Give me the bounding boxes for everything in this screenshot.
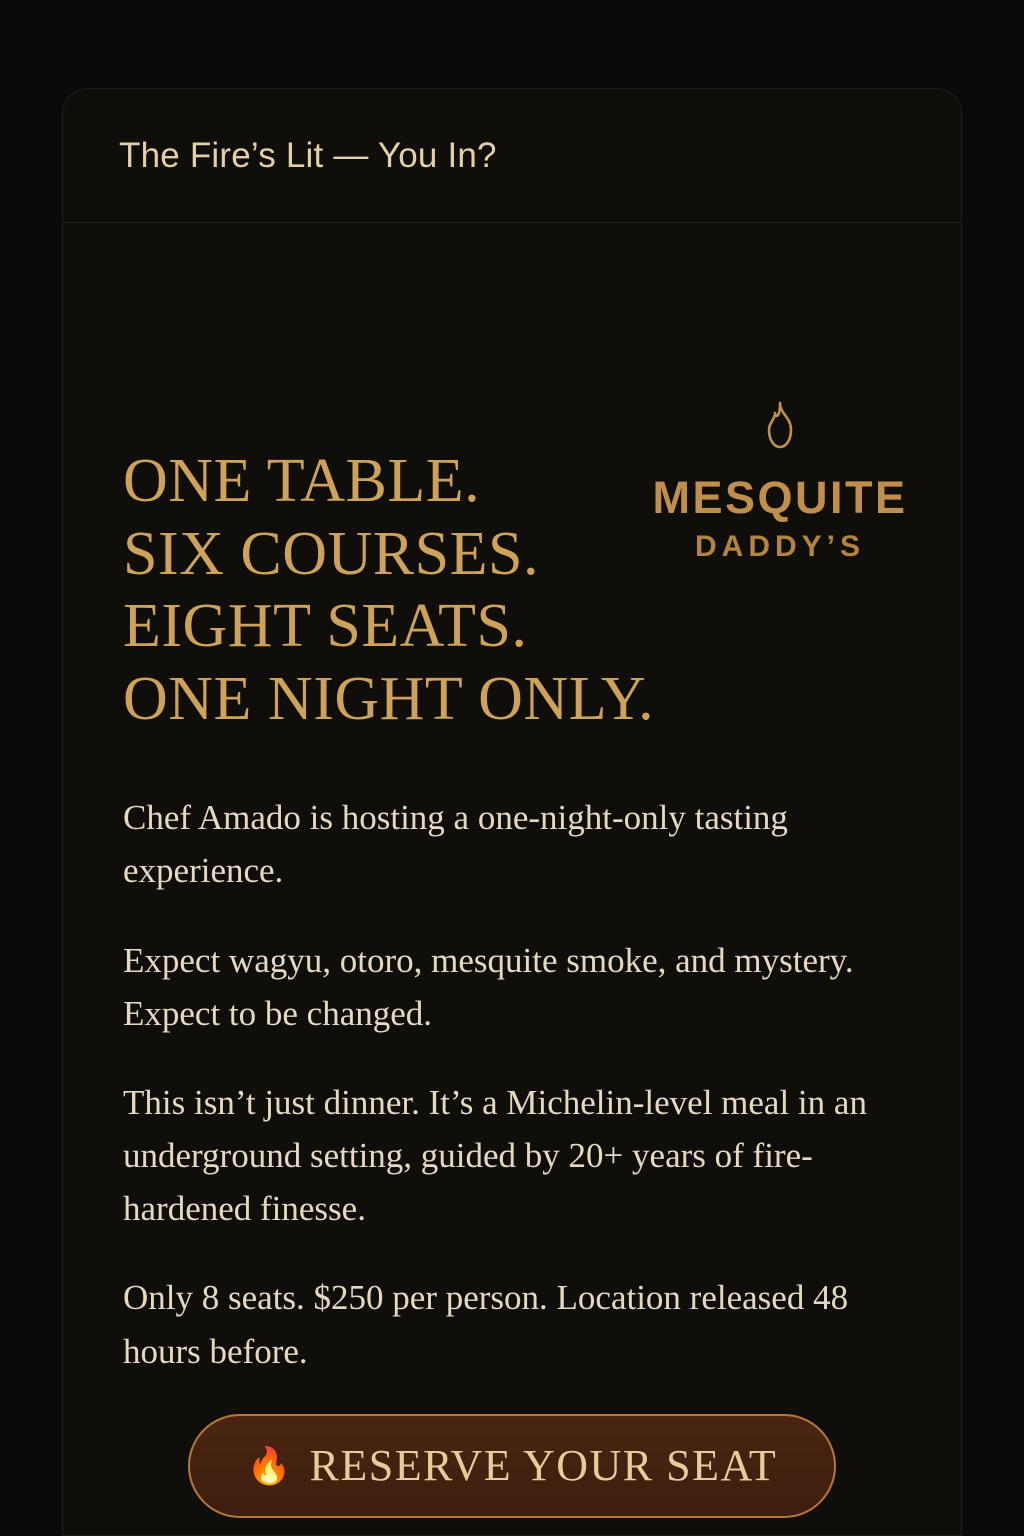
headline-line-4: ONE NIGHT ONLY. — [123, 664, 655, 733]
body-paragraph-2: Expect wagyu, otoro, mesquite smoke, and mystery. Expect to be changed. — [123, 940, 854, 1033]
brand-name: MESQUITE — [652, 472, 908, 523]
body-paragraph-3: This isn’t just dinner. It’s a Michelin-level meal in an underground setting, guided by 20+ years of fire-hardened finesse. — [123, 1082, 867, 1229]
brand-subname: DADDY’S — [694, 530, 865, 563]
card-header — [63, 89, 961, 223]
body-copy — [123, 791, 893, 1378]
cta-container — [123, 1414, 901, 1518]
headline-line-3: EIGHT SEATS. — [123, 592, 528, 661]
card-body — [63, 223, 961, 1518]
headline-line-2: SIX COURSES. — [123, 519, 539, 588]
body-paragraph-4: Only 8 seats. $250 per person. Location released 48 hours before. — [123, 1278, 849, 1371]
flame-emoji-icon: 🔥 — [246, 1444, 292, 1486]
reserve-button-label: RESERVE YOUR SEAT — [309, 1441, 778, 1491]
body-paragraph-1: Chef Amado is hosting a one-night-only tasting experience. — [123, 798, 788, 891]
invitation-card — [62, 88, 962, 1536]
headline — [123, 223, 743, 735]
page-title: The Fire’s Lit — You In? — [119, 135, 497, 175]
reserve-your-seat-button[interactable] — [188, 1414, 836, 1518]
headline-line-1: ONE TABLE. — [123, 447, 481, 515]
